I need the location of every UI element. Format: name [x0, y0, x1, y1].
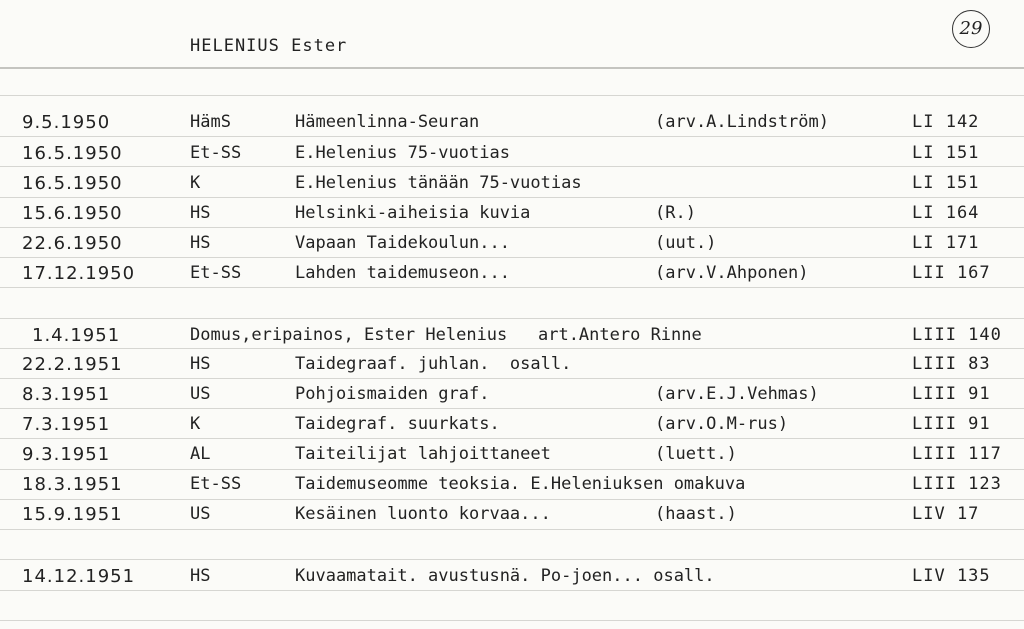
entry-date: 22.2.1951 [22, 354, 123, 375]
entry-ref: LIV 17 [912, 504, 980, 524]
entry-title: Lahden taidemuseon... [295, 263, 510, 283]
entry-date: 16.5.1950 [22, 173, 123, 194]
card-rule [0, 318, 1024, 319]
entry-note: (arv.V.Ahponen) [655, 263, 809, 283]
entry-title: Taidegraaf. juhlan. osall. [295, 354, 572, 374]
entry-row [0, 354, 1024, 378]
entry-note: (luett.) [655, 444, 737, 464]
card-rule [0, 287, 1024, 288]
page-number-stamp: 29 [952, 10, 990, 48]
entry-date: 7.3.1951 [22, 414, 111, 435]
entry-ref: LIII 91 [912, 414, 991, 434]
entry-row [0, 444, 1024, 468]
entry-ref: LI 142 [912, 112, 980, 132]
entry-source: HämS [190, 112, 231, 132]
entry-row [0, 474, 1024, 498]
entry-row [0, 233, 1024, 257]
entry-note: (haast.) [655, 504, 737, 524]
entry-ref: LI 151 [912, 173, 980, 193]
card-rule [0, 499, 1024, 500]
entry-source: Et-SS [190, 474, 242, 494]
card-rule [0, 620, 1024, 621]
entry-row [0, 325, 1024, 349]
entry-row [0, 203, 1024, 227]
entry-title: Taidegraf. suurkats. [295, 414, 500, 434]
entry-source: HS [190, 354, 211, 374]
card-rule [0, 257, 1024, 258]
entry-ref: LI 164 [912, 203, 980, 223]
entry-source: Et-SS [190, 143, 242, 163]
entry-date: 1.4.1951 [32, 325, 121, 346]
entry-ref: LIII 83 [912, 354, 991, 374]
card-rule [0, 559, 1024, 560]
card-rule [0, 469, 1024, 470]
card-rule [0, 529, 1024, 530]
entry-title: Taiteilijat lahjoittaneet [295, 444, 551, 464]
entry-date: 15.6.1950 [22, 203, 123, 224]
entry-note: (arv.O.M-rus) [655, 414, 789, 434]
card-rule [0, 378, 1024, 379]
entry-title: E.Helenius tänään 75-vuotias [295, 173, 582, 193]
entry-title: Kesäinen luonto korvaa... [295, 504, 551, 524]
entry-line: Domus,eripainos, Ester Helenius art.Antero Rinne [190, 325, 702, 345]
entry-title: Vapaan Taidekoulun... [295, 233, 510, 253]
entry-title: Taidemuseomme teoksia. E.Heleniuksen omakuva [295, 474, 746, 494]
entry-ref: LIII 117 [912, 444, 1002, 464]
entry-ref: LI 151 [912, 143, 980, 163]
card-rule [0, 590, 1024, 591]
entry-title: E.Helenius 75-vuotias [295, 143, 510, 163]
entry-title: Pohjoismaiden graf. [295, 384, 490, 404]
entry-row [0, 263, 1024, 287]
entry-date: 15.9.1951 [22, 504, 123, 525]
entry-source: Et-SS [190, 263, 242, 283]
entry-source: K [190, 414, 201, 434]
entry-date: 18.3.1951 [22, 474, 123, 495]
entry-date: 16.5.1950 [22, 143, 123, 164]
card-rule [0, 197, 1024, 198]
card-title: HELENIUS Ester [190, 36, 348, 56]
entry-title: Hämeenlinna-Seuran [295, 112, 480, 132]
entry-ref: LIII 91 [912, 384, 991, 404]
entry-source: AL [190, 444, 211, 464]
entry-ref: LII 167 [912, 263, 991, 283]
card-rule [0, 136, 1024, 137]
entry-note: (uut.) [655, 233, 717, 253]
card-rule [0, 95, 1024, 96]
entry-date: 9.5.1950 [22, 112, 111, 133]
entry-date: 8.3.1951 [22, 384, 111, 405]
entry-note: (arv.E.J.Vehmas) [655, 384, 819, 404]
entry-date: 14.12.1951 [22, 566, 136, 587]
entry-row [0, 414, 1024, 438]
entry-source: HS [190, 203, 211, 223]
entry-row [0, 112, 1024, 136]
entry-note: (arv.A.Lindström) [655, 112, 829, 132]
entry-date: 17.12.1950 [22, 263, 136, 284]
entry-row [0, 566, 1024, 590]
entry-row [0, 384, 1024, 408]
entry-source: US [190, 384, 211, 404]
entry-ref: LIII 140 [912, 325, 1002, 345]
entry-source: HS [190, 566, 211, 586]
card-rule [0, 227, 1024, 228]
entry-ref: LI 171 [912, 233, 980, 253]
entry-source: HS [190, 233, 211, 253]
entry-title: Kuvaamatait. avustusnä. Po-joen... osall. [295, 566, 715, 586]
entry-row [0, 173, 1024, 197]
entry-title: Helsinki-aiheisia kuvia [295, 203, 531, 223]
entry-note: (R.) [655, 203, 696, 223]
entry-date: 22.6.1950 [22, 233, 123, 254]
card-rule [0, 67, 1024, 69]
entry-row [0, 143, 1024, 167]
card-rule [0, 438, 1024, 439]
entry-date: 9.3.1951 [22, 444, 111, 465]
entry-source: US [190, 504, 211, 524]
card-rule [0, 408, 1024, 409]
entry-source: K [190, 173, 201, 193]
entry-ref: LIII 123 [912, 474, 1002, 494]
entry-ref: LIV 135 [912, 566, 991, 586]
entry-row [0, 504, 1024, 528]
